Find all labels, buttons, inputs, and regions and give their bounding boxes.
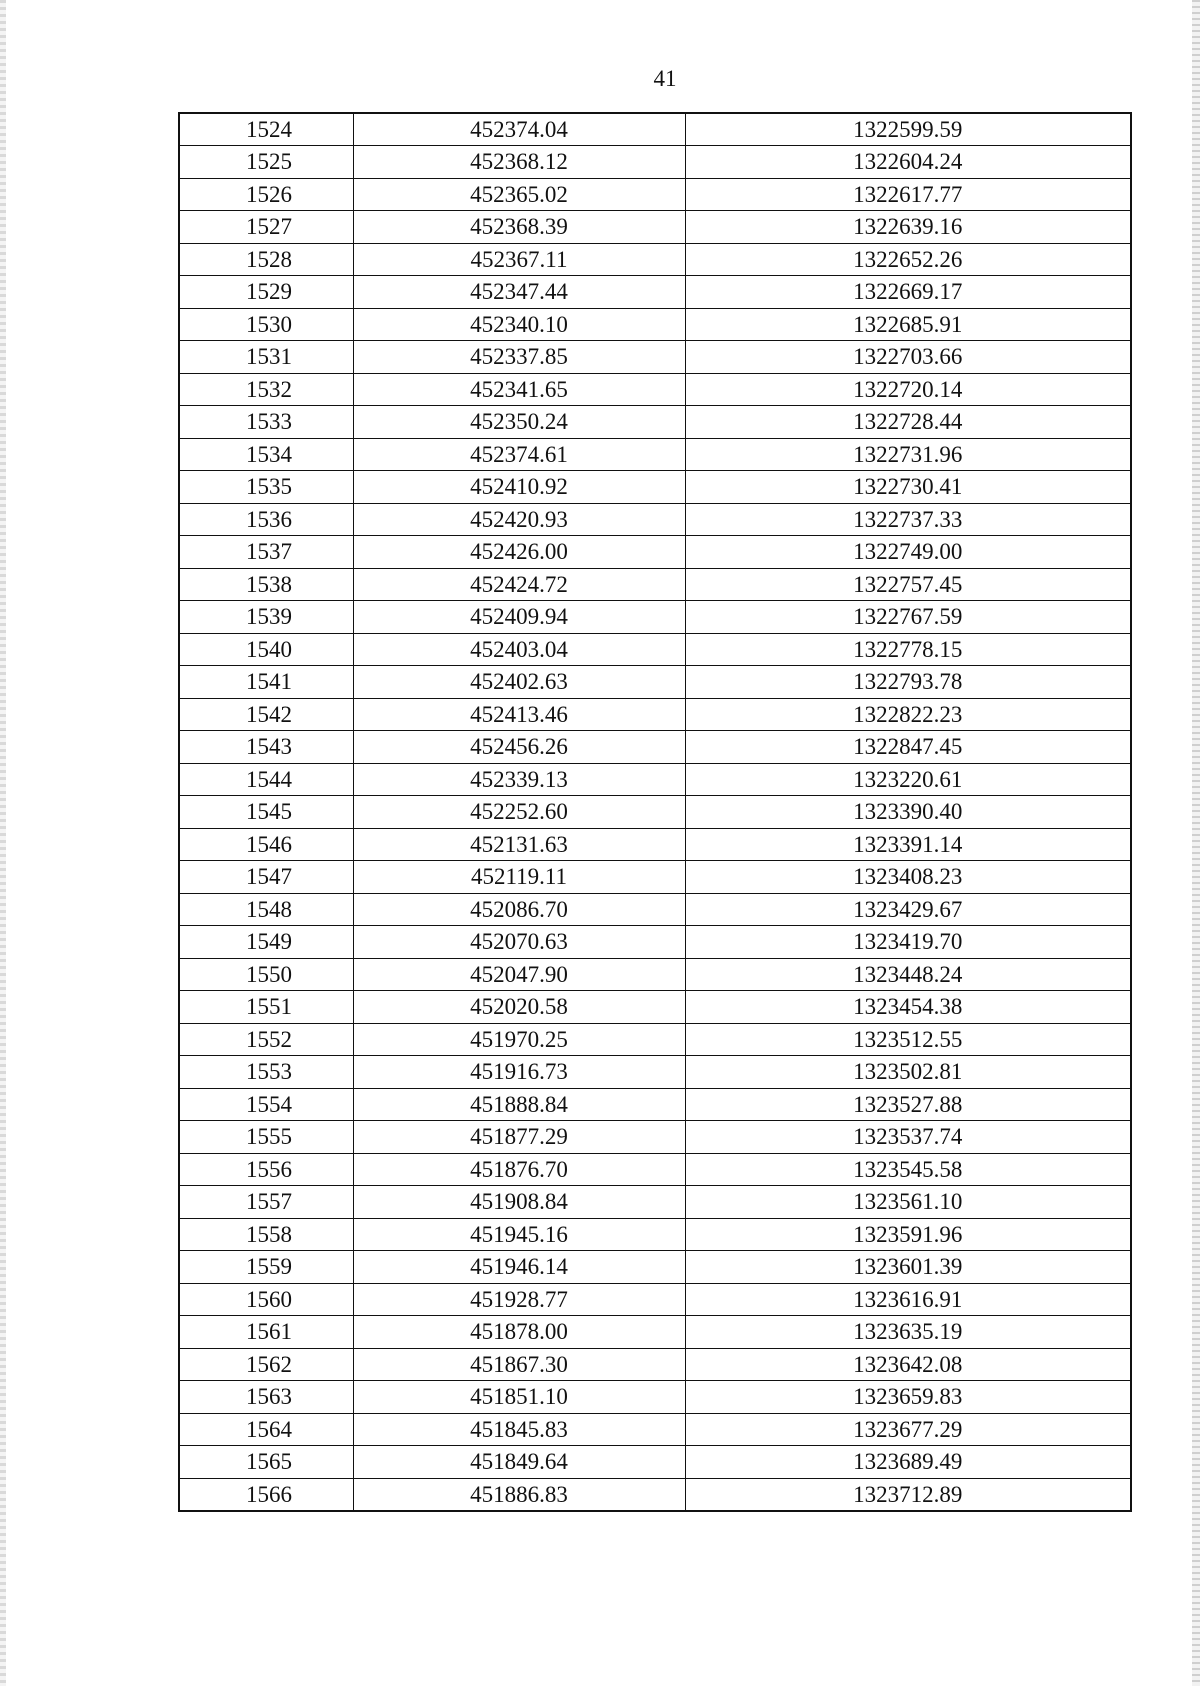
table-row [179, 1251, 1131, 1284]
table-row [179, 763, 1131, 796]
table-row [179, 601, 1131, 634]
x-coordinate-cell: 451886.83 [353, 1478, 685, 1511]
y-coordinate-cell: 1323545.58 [685, 1153, 1131, 1186]
point-number-cell: 1566 [179, 1478, 353, 1511]
point-number-cell: 1531 [179, 341, 353, 374]
y-coordinate-cell: 1322669.17 [685, 276, 1131, 309]
table-row [179, 471, 1131, 504]
x-coordinate-cell: 452252.60 [353, 796, 685, 829]
x-coordinate-cell: 451849.64 [353, 1446, 685, 1479]
y-coordinate-cell: 1322730.41 [685, 471, 1131, 504]
point-number-cell: 1535 [179, 471, 353, 504]
table-row [179, 276, 1131, 309]
point-number-cell: 1557 [179, 1186, 353, 1219]
table-row [179, 373, 1131, 406]
y-coordinate-cell: 1323390.40 [685, 796, 1131, 829]
point-number-cell: 1558 [179, 1218, 353, 1251]
table-row [179, 178, 1131, 211]
point-number-cell: 1565 [179, 1446, 353, 1479]
coordinate-table [178, 112, 1132, 1512]
x-coordinate-cell: 451878.00 [353, 1316, 685, 1349]
y-coordinate-cell: 1323429.67 [685, 893, 1131, 926]
x-coordinate-cell: 452368.12 [353, 146, 685, 179]
table-row [179, 211, 1131, 244]
x-coordinate-cell: 452119.11 [353, 861, 685, 894]
y-coordinate-cell: 1323220.61 [685, 763, 1131, 796]
point-number-cell: 1559 [179, 1251, 353, 1284]
y-coordinate-cell: 1323712.89 [685, 1478, 1131, 1511]
table-row [179, 308, 1131, 341]
y-coordinate-cell: 1323635.19 [685, 1316, 1131, 1349]
table-row [179, 991, 1131, 1024]
point-number-cell: 1553 [179, 1056, 353, 1089]
table-row [179, 958, 1131, 991]
point-number-cell: 1532 [179, 373, 353, 406]
point-number-cell: 1534 [179, 438, 353, 471]
point-number-cell: 1541 [179, 666, 353, 699]
point-number-cell: 1550 [179, 958, 353, 991]
x-coordinate-cell: 451945.16 [353, 1218, 685, 1251]
point-number-cell: 1561 [179, 1316, 353, 1349]
y-coordinate-cell: 1323448.24 [685, 958, 1131, 991]
y-coordinate-cell: 1322652.26 [685, 243, 1131, 276]
table-row [179, 503, 1131, 536]
x-coordinate-cell: 452131.63 [353, 828, 685, 861]
point-number-cell: 1544 [179, 763, 353, 796]
y-coordinate-cell: 1323616.91 [685, 1283, 1131, 1316]
table-row [179, 633, 1131, 666]
point-number-cell: 1530 [179, 308, 353, 341]
table-row [179, 1023, 1131, 1056]
x-coordinate-cell: 452070.63 [353, 926, 685, 959]
point-number-cell: 1562 [179, 1348, 353, 1381]
table-row [179, 146, 1131, 179]
point-number-cell: 1556 [179, 1153, 353, 1186]
point-number-cell: 1527 [179, 211, 353, 244]
y-coordinate-cell: 1323642.08 [685, 1348, 1131, 1381]
point-number-cell: 1545 [179, 796, 353, 829]
table-row [179, 1446, 1131, 1479]
table-row [179, 1186, 1131, 1219]
x-coordinate-cell: 451888.84 [353, 1088, 685, 1121]
x-coordinate-cell: 452410.92 [353, 471, 685, 504]
y-coordinate-cell: 1323677.29 [685, 1413, 1131, 1446]
y-coordinate-cell: 1322604.24 [685, 146, 1131, 179]
x-coordinate-cell: 452402.63 [353, 666, 685, 699]
y-coordinate-cell: 1322847.45 [685, 731, 1131, 764]
y-coordinate-cell: 1323391.14 [685, 828, 1131, 861]
point-number-cell: 1525 [179, 146, 353, 179]
table-row [179, 893, 1131, 926]
table-row [179, 861, 1131, 894]
x-coordinate-cell: 452340.10 [353, 308, 685, 341]
x-coordinate-cell: 452403.04 [353, 633, 685, 666]
scan-edge-right [1192, 0, 1200, 1686]
x-coordinate-cell: 452374.61 [353, 438, 685, 471]
y-coordinate-cell: 1323454.38 [685, 991, 1131, 1024]
point-number-cell: 1564 [179, 1413, 353, 1446]
table-row [179, 1153, 1131, 1186]
table-row [179, 438, 1131, 471]
point-number-cell: 1551 [179, 991, 353, 1024]
table-row [179, 1218, 1131, 1251]
table-row [179, 1316, 1131, 1349]
point-number-cell: 1560 [179, 1283, 353, 1316]
y-coordinate-cell: 1323419.70 [685, 926, 1131, 959]
y-coordinate-cell: 1322757.45 [685, 568, 1131, 601]
point-number-cell: 1524 [179, 113, 353, 146]
x-coordinate-cell: 451877.29 [353, 1121, 685, 1154]
y-coordinate-cell: 1323502.81 [685, 1056, 1131, 1089]
table-row [179, 1283, 1131, 1316]
point-number-cell: 1547 [179, 861, 353, 894]
table-row [179, 1381, 1131, 1414]
table-row [179, 666, 1131, 699]
x-coordinate-cell: 452424.72 [353, 568, 685, 601]
page-number: 41 [653, 66, 677, 91]
y-coordinate-cell: 1323561.10 [685, 1186, 1131, 1219]
y-coordinate-cell: 1322599.59 [685, 113, 1131, 146]
point-number-cell: 1528 [179, 243, 353, 276]
y-coordinate-cell: 1322731.96 [685, 438, 1131, 471]
x-coordinate-cell: 452420.93 [353, 503, 685, 536]
table-row [179, 1121, 1131, 1154]
x-coordinate-cell: 451845.83 [353, 1413, 685, 1446]
point-number-cell: 1537 [179, 536, 353, 569]
table-row [179, 828, 1131, 861]
x-coordinate-cell: 452456.26 [353, 731, 685, 764]
y-coordinate-cell: 1322749.00 [685, 536, 1131, 569]
scan-edge-left [0, 0, 6, 1686]
table-row [179, 796, 1131, 829]
y-coordinate-cell: 1322703.66 [685, 341, 1131, 374]
x-coordinate-cell: 452426.00 [353, 536, 685, 569]
y-coordinate-cell: 1323512.55 [685, 1023, 1131, 1056]
x-coordinate-cell: 452413.46 [353, 698, 685, 731]
y-coordinate-cell: 1322737.33 [685, 503, 1131, 536]
y-coordinate-cell: 1322767.59 [685, 601, 1131, 634]
y-coordinate-cell: 1323601.39 [685, 1251, 1131, 1284]
y-coordinate-cell: 1322617.77 [685, 178, 1131, 211]
y-coordinate-cell: 1322685.91 [685, 308, 1131, 341]
table-row [179, 1413, 1131, 1446]
point-number-cell: 1546 [179, 828, 353, 861]
point-number-cell: 1543 [179, 731, 353, 764]
point-number-cell: 1539 [179, 601, 353, 634]
y-coordinate-cell: 1323591.96 [685, 1218, 1131, 1251]
x-coordinate-cell: 452367.11 [353, 243, 685, 276]
y-coordinate-cell: 1323689.49 [685, 1446, 1131, 1479]
table-row [179, 1056, 1131, 1089]
y-coordinate-cell: 1322822.23 [685, 698, 1131, 731]
x-coordinate-cell: 451876.70 [353, 1153, 685, 1186]
point-number-cell: 1540 [179, 633, 353, 666]
x-coordinate-cell: 452368.39 [353, 211, 685, 244]
point-number-cell: 1536 [179, 503, 353, 536]
table-row [179, 536, 1131, 569]
y-coordinate-cell: 1322793.78 [685, 666, 1131, 699]
point-number-cell: 1563 [179, 1381, 353, 1414]
x-coordinate-cell: 452341.65 [353, 373, 685, 406]
x-coordinate-cell: 452339.13 [353, 763, 685, 796]
table-row [179, 1348, 1131, 1381]
y-coordinate-cell: 1323408.23 [685, 861, 1131, 894]
x-coordinate-cell: 452337.85 [353, 341, 685, 374]
x-coordinate-cell: 452047.90 [353, 958, 685, 991]
point-number-cell: 1548 [179, 893, 353, 926]
x-coordinate-cell: 452086.70 [353, 893, 685, 926]
point-number-cell: 1554 [179, 1088, 353, 1121]
point-number-cell: 1526 [179, 178, 353, 211]
point-number-cell: 1555 [179, 1121, 353, 1154]
table-row [179, 698, 1131, 731]
x-coordinate-cell: 452374.04 [353, 113, 685, 146]
x-coordinate-cell: 452350.24 [353, 406, 685, 439]
x-coordinate-cell: 451928.77 [353, 1283, 685, 1316]
x-coordinate-cell: 451916.73 [353, 1056, 685, 1089]
x-coordinate-cell: 451970.25 [353, 1023, 685, 1056]
x-coordinate-cell: 451851.10 [353, 1381, 685, 1414]
table-row [179, 243, 1131, 276]
y-coordinate-cell: 1323537.74 [685, 1121, 1131, 1154]
table-row [179, 406, 1131, 439]
point-number-cell: 1529 [179, 276, 353, 309]
x-coordinate-cell: 451946.14 [353, 1251, 685, 1284]
point-number-cell: 1533 [179, 406, 353, 439]
table-row [179, 568, 1131, 601]
x-coordinate-cell: 452347.44 [353, 276, 685, 309]
point-number-cell: 1542 [179, 698, 353, 731]
x-coordinate-cell: 452020.58 [353, 991, 685, 1024]
coordinate-table-body [179, 113, 1131, 1511]
table-row [179, 1478, 1131, 1511]
table-row [179, 341, 1131, 374]
point-number-cell: 1552 [179, 1023, 353, 1056]
table-row [179, 113, 1131, 146]
x-coordinate-cell: 451908.84 [353, 1186, 685, 1219]
x-coordinate-cell: 452409.94 [353, 601, 685, 634]
table-row [179, 731, 1131, 764]
y-coordinate-cell: 1323659.83 [685, 1381, 1131, 1414]
y-coordinate-cell: 1323527.88 [685, 1088, 1131, 1121]
y-coordinate-cell: 1322720.14 [685, 373, 1131, 406]
table-row [179, 926, 1131, 959]
point-number-cell: 1549 [179, 926, 353, 959]
x-coordinate-cell: 452365.02 [353, 178, 685, 211]
y-coordinate-cell: 1322778.15 [685, 633, 1131, 666]
table-row [179, 1088, 1131, 1121]
point-number-cell: 1538 [179, 568, 353, 601]
y-coordinate-cell: 1322728.44 [685, 406, 1131, 439]
x-coordinate-cell: 451867.30 [353, 1348, 685, 1381]
y-coordinate-cell: 1322639.16 [685, 211, 1131, 244]
